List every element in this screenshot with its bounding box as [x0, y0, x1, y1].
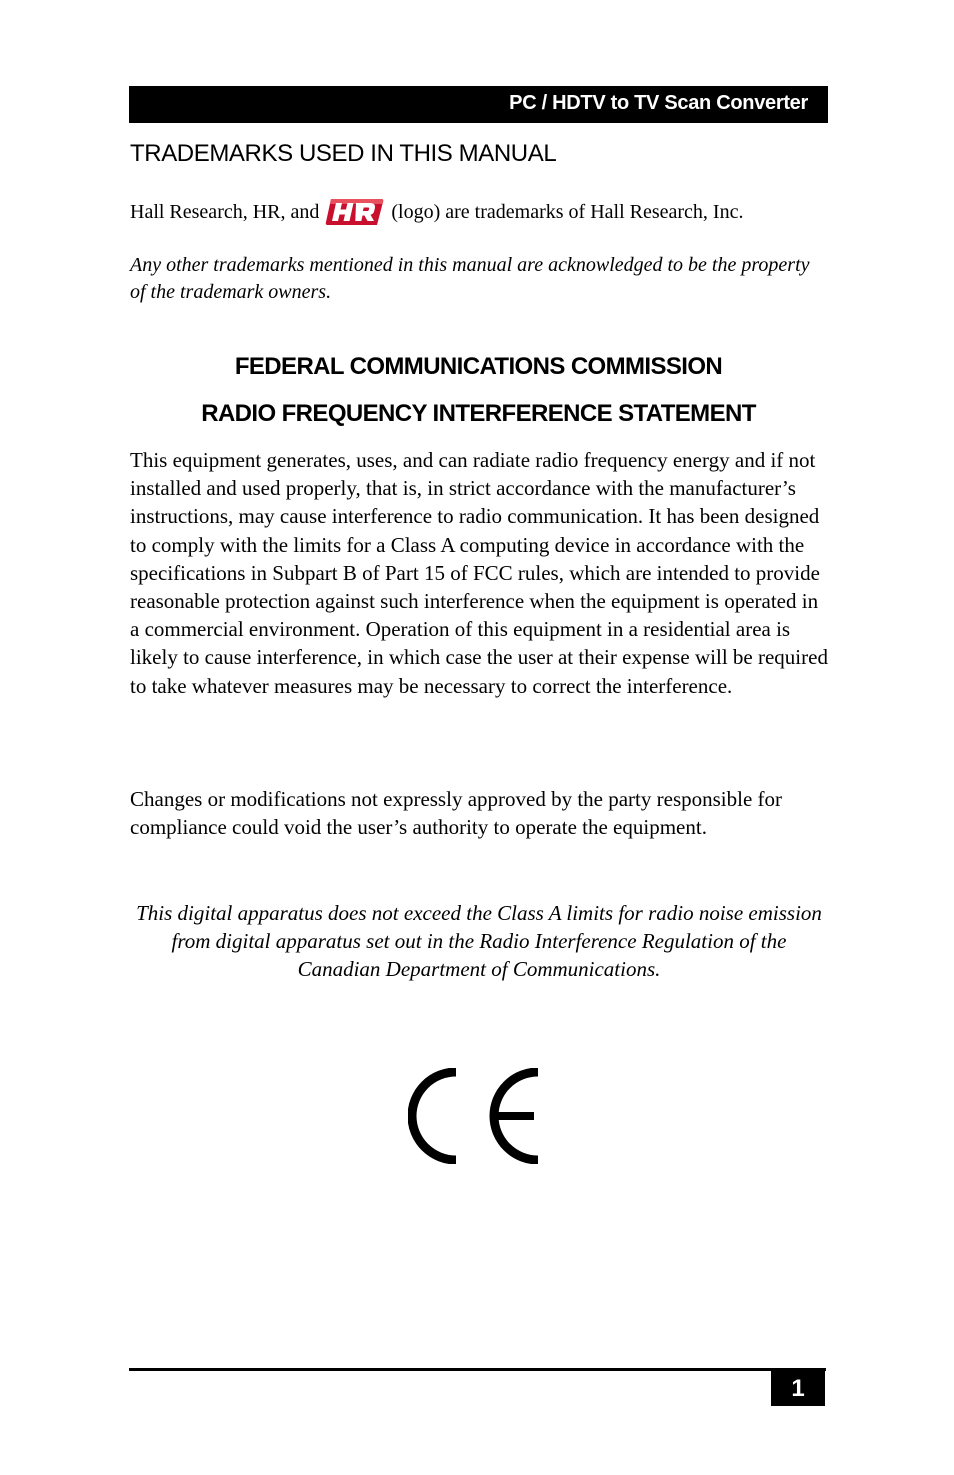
- header-title: PC / HDTV to TV Scan Converter: [509, 92, 808, 114]
- hall-research-logo-icon: [325, 196, 385, 228]
- trademarks-text-after-logo: (logo) are trademarks of Hall Research, Inc.: [391, 200, 744, 223]
- canada-notice: This digital apparatus does not exceed the Class A limits for radio noise emission from digital apparatus set out in the Radio Interference Regulation of the Canadian Department of Communications.: [136, 901, 822, 982]
- header-bar: [129, 86, 828, 123]
- footer-rule: [129, 1368, 826, 1371]
- ce-mark-icon: [408, 1068, 542, 1164]
- trademarks-heading: TRADEMARKS USED IN THIS MANUAL: [130, 140, 557, 167]
- page-number: 1: [771, 1371, 825, 1406]
- fcc-paragraph-2: Changes or modifications not expressly approved by the party responsible for compliance could void the user’s authority to operate the equipment.: [130, 787, 783, 840]
- fcc-heading: FEDERAL COMMUNICATIONS COMMISSION: [234, 353, 723, 380]
- trademarks-line: [130, 196, 743, 228]
- trademarks-disclaimer: Any other trademarks mentioned in this manual are acknowledged to be the property of the trademark owners.: [130, 254, 810, 303]
- fcc-paragraph-1: This equipment generates, uses, and can radiate radio frequency energy and if not installed and used properly, that is, in strict accordance with the manufacturer’s instructions, may cause interference to radio communication. It has been designed to comply with the limits for a Class A computing device in accordance with the specifications in Subpart B of Part 15 of FCC rules, which are intended to provide reasonable protection against such interference when the equipment is operated in a commercial environment. Operation of this equipment in a residential area is likely to cause interference, in which case the user at their expense will be required to take whatever measures may be necessary to correct the interference.: [130, 448, 828, 698]
- rfi-statement-heading: RADIO FREQUENCY INTERFERENCE STATEMENT: [201, 400, 756, 427]
- trademarks-text-before-logo: Hall Research, HR, and: [130, 200, 320, 223]
